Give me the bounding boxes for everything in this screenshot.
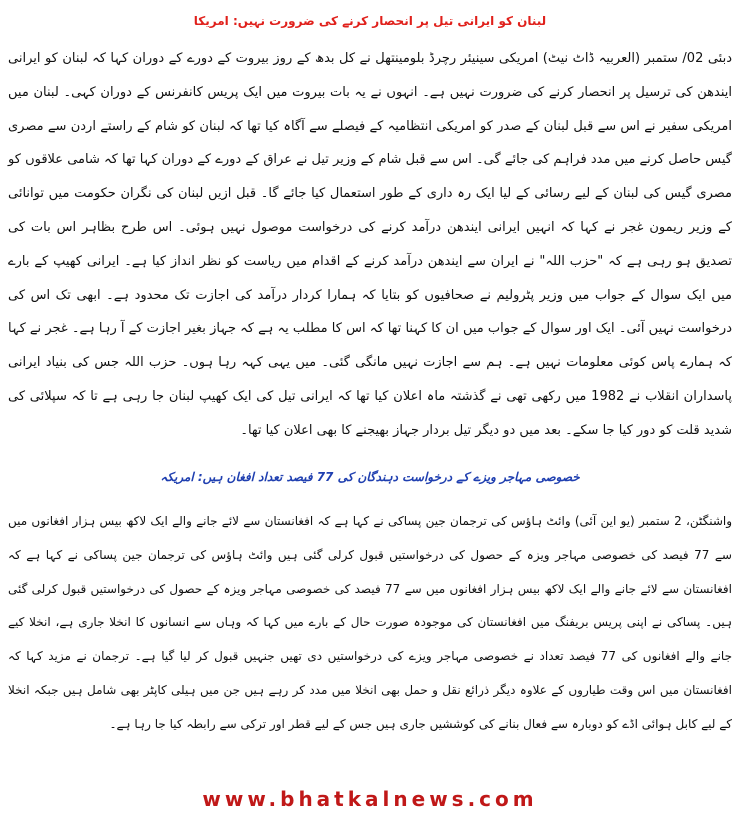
website-watermark: www.bhatkalnews.com [202,787,538,811]
story2-headline: خصوصی مہاجر ویزے کے درخواست دہندگان کی 77 فیصد تعداد افغان ہیں: امریکہ [160,470,580,484]
story1-headline: لبنان کو ایرانی تیل پر انحصار کرنے کی ضرورت نہیں: امریکا [193,14,547,28]
story1-body: دبئی 02/ ستمبر (العربیہ ڈاٹ نیٹ) امریکی سینیئر رچرڈ بلومینتھل نے کل بدھ کے روز بیروت کے دورے کے دوران کہا کہ لبنان کو ایرانی ایندھن کی ترسیل پر انحصار کرنے کی ضرورت نہیں ہے۔ انہوں نے یہ بات بیروت میں ایک پریس کانفرنس کے دوران کہی۔ لبنان میں امریکی سفیر نے اس سے قبل لبنان کے صدر کو امریکی انتظامیہ کے فیصلے سے آگاہ کیا تھا کہ لبنان کو شام کے راستے اردن سے مصری گیس حاصل کرنے میں مدد فراہم کی جائے گی۔ اس سے قبل شام کے وزیر تیل نے عراق کے دورے کے دوران کہا تھا کہ شامی علاقوں کو مصری گیس کی لبنان کے لیے رسائی کے لیا ایک رہ داری کے طور استعمال کیا جائے گا۔ قبل ازیں لبنان کی نگران حکومت میں توانائی کے وزیر ریمون غجر نے کہا کہ انہیں ایرانی ایندھن درآمد کرنے کی درخواست موصول نہیں ہوئی۔ اس طرح بظاہر اس بات کی تصدیق ہو رہی ہے کہ "حزب اللہ" نے ایران سے ایندھن درآمد کرنے کے اقدام میں ریاست کو نظر انداز کیا ہے۔ ایرانی کھیپ کے بارے میں ایک سوال کے جواب میں وزیر پٹرولیم نے صحافیوں کو بتایا کہ ہمارا کردار درآمد کی اجازت تک محدود ہے۔ ابھی تک اس کی درخواست نہیں آئی۔ ایک اور سوال کے جواب میں ان کا کہنا تھا کہ اس کا مطلب یہ ہے کہ جہاز بغیر اجازت کے آ رہا ہے۔ غجر نے کہا کہ ہمارے پاس کوئی معلومات نہیں ہے۔ ہم سے اجازت نہیں مانگی گئی۔ میں یہی کہہ رہا ہوں۔ حزب اللہ جس کی بنیاد ایرانی پاسداران انقلاب نے 1982 میں رکھی تھی نے گذشتہ ماہ اعلان کیا تھا کہ ایرانی تیل کی ایک کھیپ لبنان جا رہی ہے تا کہ سپلائی کی شدید قلت کو دور کیا جا سکے۔ بعد میں دو دیگر تیل بردار جہاز بھیجنے کا بھی اعلان کیا تھا۔ [8,51,732,438]
story2-body: واشنگٹن، 2 ستمبر (یو این آئی) وائٹ ہاؤس کی ترجمان جین پساکی نے کہا ہے کہ افغانستان سے لائے جانے والے ایک لاکھ بیس ہزار افغانوں میں سے 77 فیصد کی خصوصی مہاجر ویزہ کے حصول کی درخواستیں قبول کرلی گئی ہیں وائٹ ہاؤس کی ترجمان جین پساکی نے کہا ہے کہ افغانستان سے لائے جانے والے ایک لاکھ بیس ہزار افغانوں میں سے 77 فیصد کی خصوصی مہاجر ویزہ کے حصول کی درخواستیں قبول کرلی گئی ہیں۔ پساکی نے اپنی پریس بریفنگ میں افغانستان کی موجودہ صورت حال کے بارے میں کہا کہ وہاں سے انسانوں کا انخلا جاری ہے، انخلا کیے جانے والے افغانوں کی 77 فیصد تعداد نے خصوصی مہاجر ویزے کی درخواستیں دی تھیں جنہیں قبول کر لیا گیا ہے۔ ترجمان نے مزید کہا کہ افغانستان میں اس وقت طیاروں کے علاوہ دیگر ذرائع نقل و حمل بھی انخلا میں مدد کر رہے ہیں جن میں ہیلی کاپٹر بھی شامل ہیں جبکہ انخلا کے لیے کابل ہوائی اڈے کو دوبارہ سے فعال بنانے کی کوششیں جاری ہیں جس کے لیے قطر اور ترکی سے رابطہ کیا جا رہا ہے۔ [8,514,732,731]
